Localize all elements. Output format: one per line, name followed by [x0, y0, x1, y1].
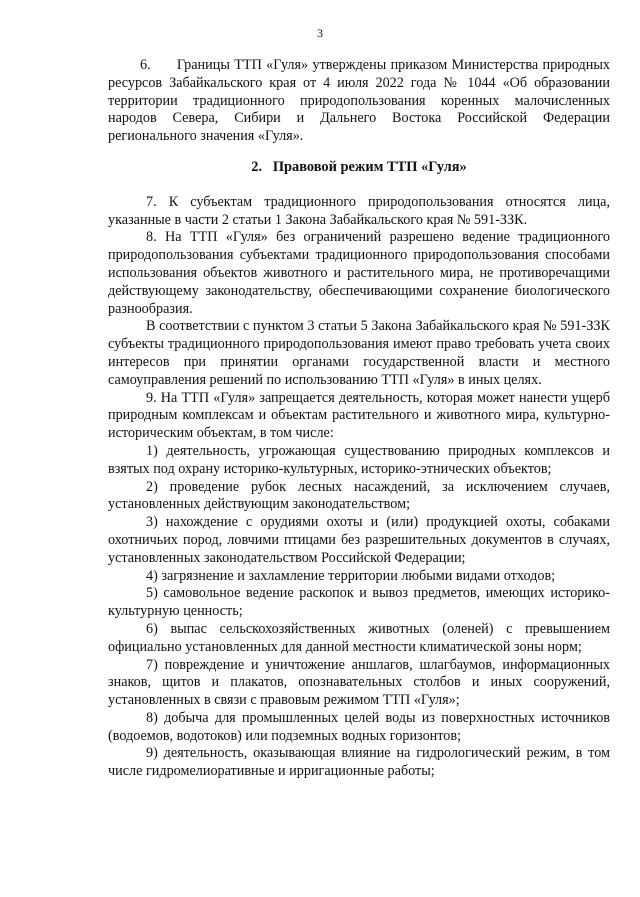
paragraph-9: 9. На ТТП «Гуля» запрещается деятельность, которая может нанести ущерб природным комплексам и объектам растительного и животного мира, культурно-историческим объектам, в том числе:	[108, 389, 610, 442]
list-item-5: 5) самовольное ведение раскопок и вывоз предметов, имеющих историко-культурную ценность;	[108, 585, 610, 620]
paragraph-8: 8. На ТТП «Гуля» без ограничений разрешено ведение традиционного природопользования субъектами традиционного природопользования способами использования объектов животного и растительного мира, не противоречащими действующему законодательству, обеспечивающими сохранение биологического разнообразия.	[108, 229, 610, 317]
list-item-2: 2) проведение рубок лесных насаждений, за исключением случаев, установленных действующим законодательством;	[108, 478, 610, 513]
list-item-1: 1) деятельность, угрожающая существованию природных комплексов и взятых под охрану историко-культурных, историко-этнических объектов;	[108, 442, 610, 477]
document-body	[108, 57, 610, 781]
list-item-9: 9) деятельность, оказывающая влияние на гидрологический режим, в том числе гидромелиоративные и ирригационные работы;	[108, 745, 610, 780]
list-item-6: 6) выпас сельскохозяйственных животных (оленей) с превышением официально установленных для данной местности климатической зоны норм;	[108, 620, 610, 655]
list-item-3: 3) нахождение с орудиями охоты и (или) продукцией охоты, собаками охотничьих пород, ловчими птицами без разрешительных документов в случаях, установленных законодательством Российской Федерации;	[108, 514, 610, 566]
list-item-4: 4) загрязнение и захламление территории любыми видами отходов;	[146, 567, 556, 584]
list-item-7: 7) повреждение и уничтожение аншлагов, шлагбаумов, информационных знаков, щитов и плакатов, опознавательных столбов и иных сооружений, установленных в связи с правовым режимом ТТП «Гуля»;	[108, 656, 610, 709]
section-heading: 2. Правовой режим ТТП «Гуля»	[251, 158, 467, 175]
page-number: 3	[317, 26, 323, 40]
paragraph-8-continued: В соответствии с пунктом 3 статьи 5 Закона Забайкальского края № 591-ЗЗК субъекты традиционного природопользования имеют право требовать учета своих интересов при принятии органами государственной власти и местного самоуправления решений по использованию ТТП «Гуля» в иных целях.	[108, 318, 610, 388]
paragraph-6: 6. Границы ТТП «Гуля» утверждены приказом Министерства природных ресурсов Забайкальского края от 4 июля 2022 года № 1044 «Об образовании территории традиционного природопользования коренных малочисленных народов Севера, Сибири и Дальнего Востока Российской Федерации регионального значения «Гуля».	[108, 57, 610, 145]
paragraph-7: 7. К субъектам традиционного природопользования относятся лица, указанные в части 2 статьи 1 Закона Забайкальского края № 591-ЗЗК.	[108, 193, 610, 228]
list-item-8: 8) добыча для промышленных целей воды из поверхностных источников (водоемов, водотоков) или подземных водных горизонтов;	[108, 709, 610, 744]
